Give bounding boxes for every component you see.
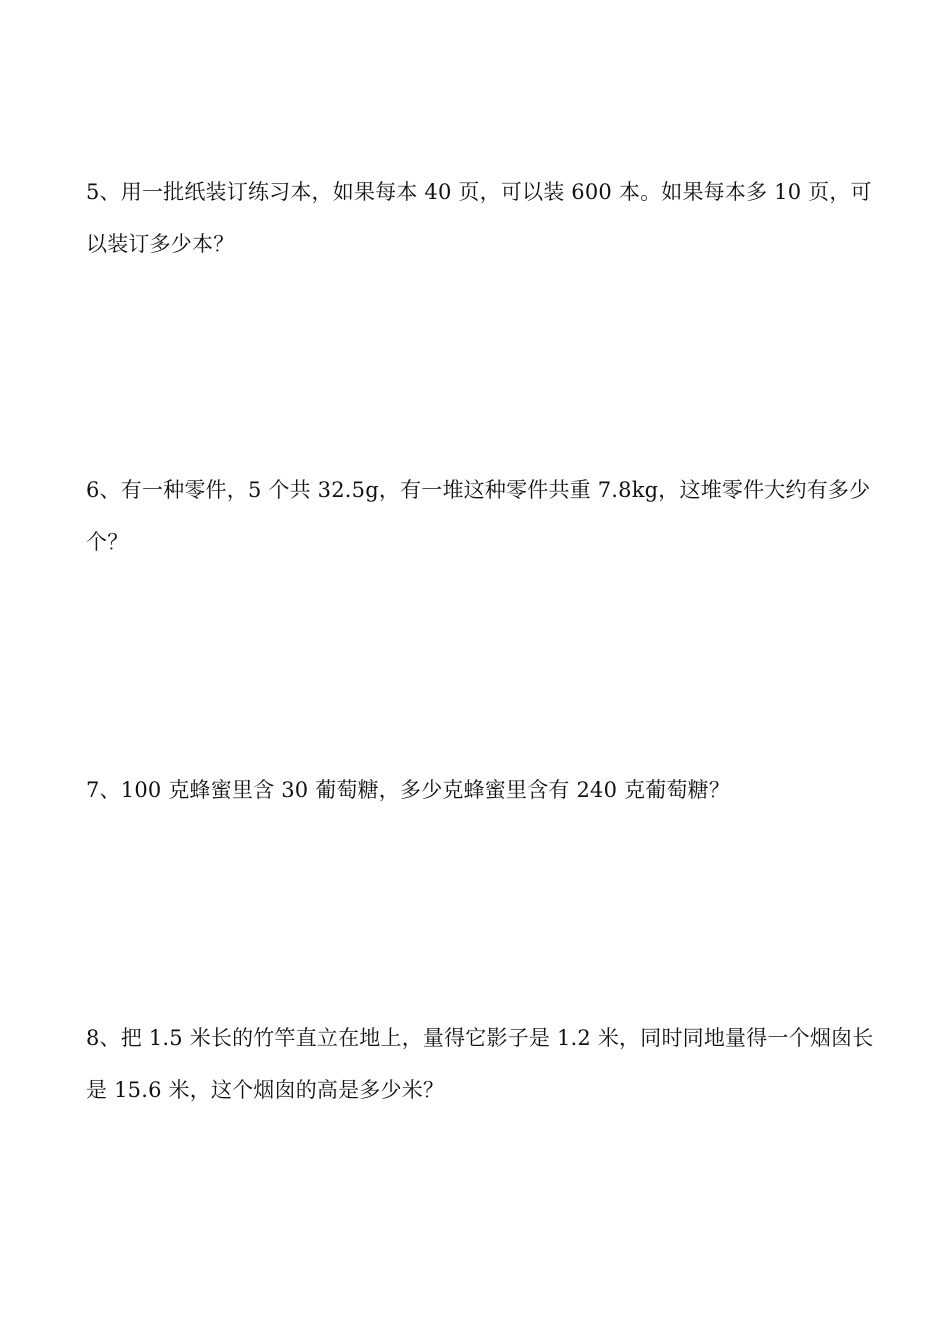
question-6: 6、有一种零件，5 个共 32.5g，有一堆这种零件共重 7.8kg，这堆零件大约有多少个？ (86, 478, 871, 554)
question-7: 7、100 克蜂蜜里含 30 葡萄糖，多少克蜂蜜里含有 240 克葡萄糖？ (86, 778, 731, 802)
question-8: 8、把 1.5 米长的竹竿直立在地上，量得它影子是 1.2 米，同时同地量得一个烟囱长是 15.6 米，这个烟囱的高是多少米？ (86, 1026, 874, 1102)
question-5: 5、用一批纸装订练习本，如果每本 40 页，可以装 600 本。如果每本多 10 页，可以装订多少本？ (86, 180, 872, 256)
